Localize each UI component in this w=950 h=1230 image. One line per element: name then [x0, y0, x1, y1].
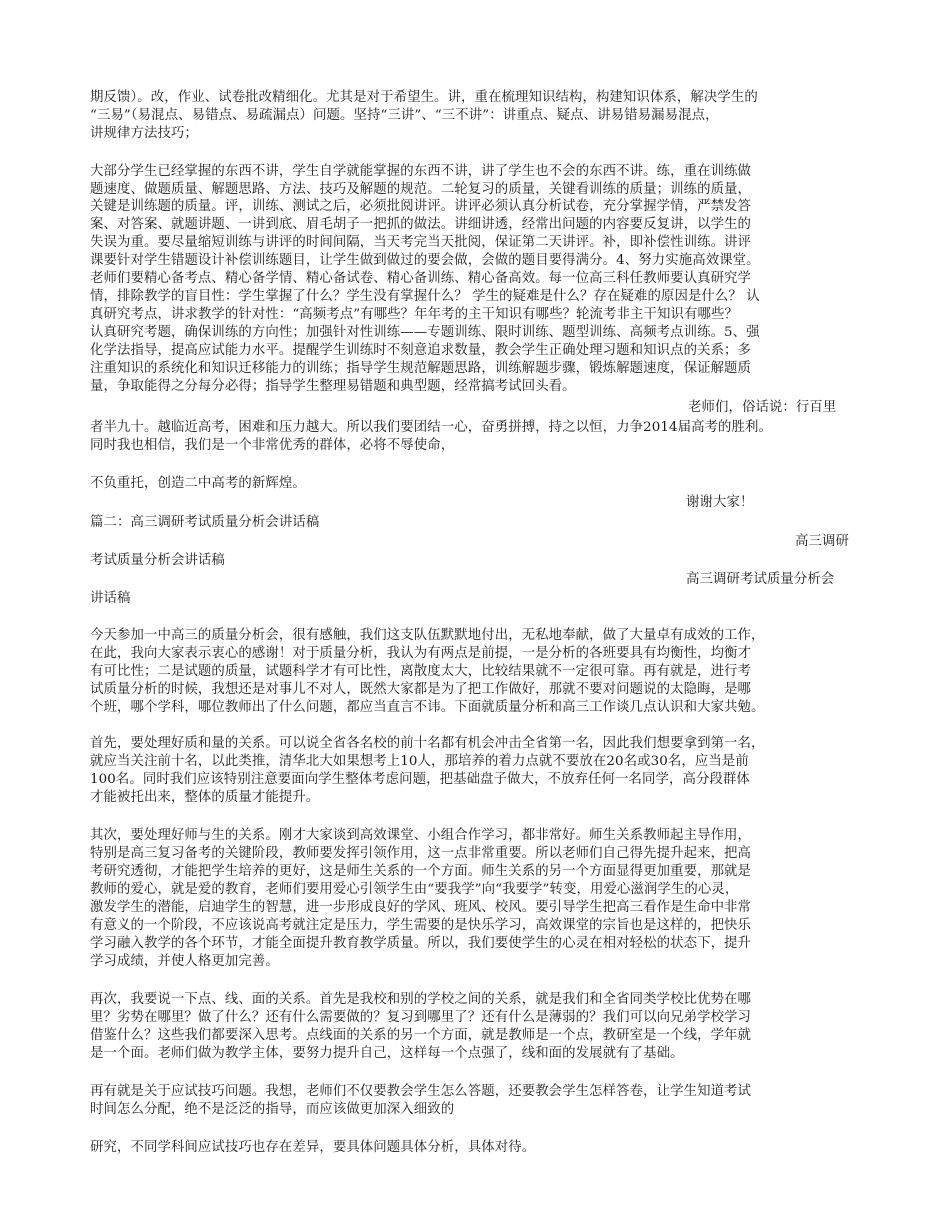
text-line-3: 讲规律方法技巧；	[90, 126, 198, 141]
text-line-20: 不负重托，创造二中高考的新辉煌。	[90, 476, 306, 491]
text-line-13: 认真研究考题，确保训练的方向性；加强针对性训练——专题训练、限时训练、题型训练、高频考点训练。5、强	[90, 325, 760, 340]
text-line-33: 就应当关注前十名，以此类推，清华北大如果想考上10人，那培养的着力点就不要放在20名或30名，应当是前	[90, 754, 749, 769]
text-line-10: 老师们要精心备考点、精心备学情、精心备试卷、精心备训练、精心备高效。每一位高三科任教师要认真研究学	[90, 271, 752, 286]
text-line-36: 其次，要处理好师与生的关系。刚才大家谈到高效课堂、小组合作学习，都非常好。师生关系教师起主导作用，	[90, 828, 752, 843]
text-line-35: 才能被托出来，整体的质量才能提升。	[90, 790, 320, 805]
text-line-5: 题速度、做题质量、解题思路、方法、技巧及解题的规范。二轮复习的质量，关键看训练的质量；训练的质量，	[90, 182, 752, 197]
section-title: 篇二：高三调研考试质量分析会讲话稿	[90, 515, 320, 530]
text-line-11: 情，排除教学的盲目性：学生掌握了什么？学生没有掌握什么？ 学生的疑难是什么？存在疑难的原因是什么？ 认	[90, 289, 760, 304]
text-line-29: 有可比性；二是试题的质量，试题科学才有可比性，离散度太大，比较结果就不一定很可靠。再有就是，进行考	[90, 664, 752, 679]
text-line-6: 关键是训练题的质量。评，训练、测试之后，必须批阅讲评。讲评必须认真分析试卷，充分掌握学情，严禁发答	[90, 199, 752, 214]
text-line-49: 时间怎么分配，绝不是泛泛的指导，而应该做更加深入细致的	[90, 1102, 455, 1117]
text-line-45: 里？劣势在哪里？做了什么？还有什么需要做的？复习到哪里了？还有什么是薄弱的？我们可以向兄弟学校学习	[90, 1010, 752, 1025]
text-line-18: 者半九十。越临近高考，困难和压力越大。所以我们要团结一心，奋勇拼搏，持之以恒，力争2014届高考的胜利。	[90, 420, 773, 435]
text-line-40: 激发学生的潜能，启迪学生的智慧，进一步形成良好的学风、班风、校风。要引导学生把高三看作是生命中非常	[90, 900, 752, 915]
text-line-4: 大部分学生已经掌握的东西不讲，学生自学就能掌握的东西不讲，讲了学生也不会的东西不讲。练，重在训练做	[90, 164, 752, 179]
text-line-27: 今天参加一中高三的质量分析会，很有感触，我们这支队伍默默地付出，无私地奉献，做了大量卓有成效的工作，	[90, 628, 765, 643]
text-line-48: 再有就是关于应试技巧问题。我想，老师们不仅要教会学生怎么答题，还要教会学生怎样答卷，让学生知道考试	[90, 1084, 752, 1099]
text-line-47: 是一个面。老师们做为教学主体，要努力提升自己，这样每一个点强了，线和面的发展就有了基础。	[90, 1046, 684, 1061]
text-line-8: 失误为重。要尽量缩短训练与讲评的时间间隔，当天考完当天批阅，保证第二天讲评。补，即补偿性训练。讲评	[90, 235, 752, 250]
text-line-37: 特别是高三复习备考的关键阶段，教师要发挥引领作用，这一点非常重要。所以老师们自己得先提升起来，把高	[90, 846, 752, 861]
text-line-41: 有意义的一个阶段，不应该说高考就注定是压力，学生需要的是快乐学习，高效课堂的宗旨也是这样的，把快乐	[90, 918, 752, 933]
text-line-26: 讲话稿	[90, 591, 131, 606]
text-line-9: 课要针对学生错题设计补偿训练题目，让学生做到做过的要会做，会做的题目要得满分。4、努力实施高效课堂。	[90, 253, 760, 268]
text-line-50: 研究，不同学科间应试技巧也存在差异，要具体问题具体分析，具体对待。	[90, 1140, 536, 1155]
text-line-21: 谢谢大家！	[686, 495, 754, 510]
text-line-15: 注重知识的系统化和知识迁移能力的训练；指导学生规范解题思路，训练解题步骤，锻炼解题速度，保证解题质	[90, 361, 752, 376]
text-line-17: 老师们，俗话说：行百里	[688, 400, 837, 415]
text-line-16: 量，争取能得之分每分必得；指导学生整理易错题和典型题，经常搞考试回头看。	[90, 379, 576, 394]
text-line-7: 案、对答案、就题讲题、一讲到底、眉毛胡子一把抓的做法。讲细讲透，经常出问题的内容要反复讲，以学生的	[90, 217, 752, 232]
text-line-30: 试质量分析的时候，我想还是对事儿不对人，既然大家都是为了把工作做好，那就不要对问题说的太隐晦，是哪	[90, 682, 752, 697]
text-line-24: 考试质量分析会讲话稿	[90, 553, 225, 568]
text-line-23: 高三调研	[795, 534, 849, 549]
text-line-1: 期反馈）。改，作业、试卷批改精细化。尤其是对于希望生。讲，重在梳理知识结构，构建知识体系，解决学生的	[90, 90, 758, 105]
text-line-28: 在此，我向大家表示衷心的感谢！对于质量分析，我认为有两点是前提，一是分析的各班要具有均衡性，均衡才	[90, 646, 752, 661]
text-line-31: 个班，哪个学科，哪位教师出了什么问题，都应当直言不讳。下面就质量分析和高三工作谈几点认识和大家共勉。	[90, 700, 765, 715]
text-line-25: 高三调研考试质量分析会	[686, 572, 835, 587]
text-line-46: 借鉴什么？这些我们都要深入思考。点线面的关系的另一个方面，就是教师是一个点，教研室是一个线，学年就	[90, 1028, 752, 1043]
text-line-32: 首先，要处理好质和量的关系。可以说全省各名校的前十名都有机会冲击全省第一名，因此我们想要拿到第一名，	[90, 736, 765, 751]
text-line-14: 化学法指导，提高应试能力水平。提醒学生训练时不刻意追求数量，教会学生正确处理习题和知识点的关系；多	[90, 343, 752, 358]
text-line-42: 学习融入教学的各个环节，才能全面提升教育教学质量。所以，我们要使学生的心灵在相对轻松的状态下，提升	[90, 936, 752, 951]
text-line-2: “三易”（易混点、易错点、易疏漏点）问题。坚持“三讲”、“三不讲”：讲重点、疑点、讲易错易漏易混点，	[90, 108, 719, 123]
text-line-12: 真研究考点，讲求教学的针对性：“高频考点”有哪些？年年考的主干知识有哪些？轮流考非主干知识有哪些？	[90, 307, 738, 322]
text-line-44: 再次，我要说一下点、线、面的关系。首先是我校和别的学校之间的关系，就是我们和全省同类学校比优势在哪	[90, 992, 752, 1007]
text-line-43: 学习成绩，并使人格更加完善。	[90, 954, 279, 969]
text-line-38: 考研究透彻，才能把学生培养的更好，这是师生关系的一个方面。师生关系的另一个方面显得更加重要，那就是	[90, 864, 752, 879]
text-line-19: 同时我也相信，我们是一个非常优秀的群体，必将不辱使命，	[90, 438, 455, 453]
text-line-34: 100名。同时我们应该特别注意要面向学生整体考虑问题，把基础盘子做大，不放弃任何一名同学，高分段群体	[90, 772, 750, 787]
text-line-39: 教师的爱心，就是爱的教育，老师们要用爱心引领学生由“要我学”向“我要学”转变，用爱心滋润学生的心灵，	[90, 882, 739, 897]
